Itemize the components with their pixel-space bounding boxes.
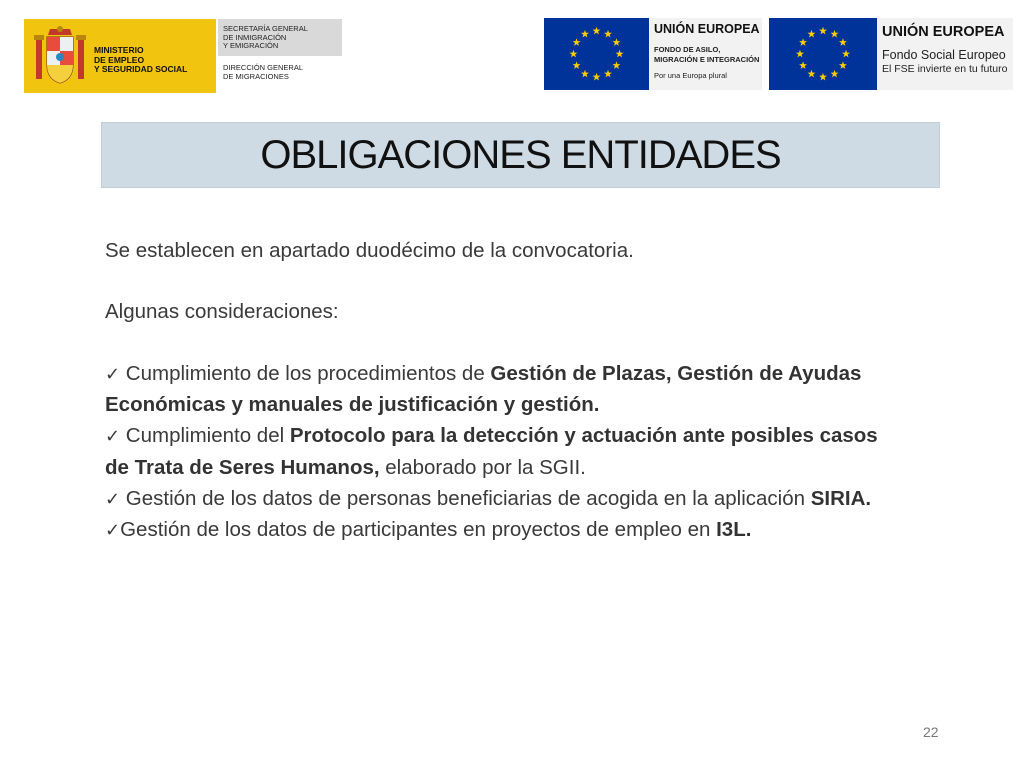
eu-fami-motto: Por una Europa plural	[654, 71, 727, 80]
eu-fse-title: UNIÓN EUROPEA	[882, 24, 1005, 40]
checkmark-icon: ✓	[105, 363, 121, 385]
checkmark-icon: ✓	[105, 426, 121, 448]
eu-star	[569, 50, 577, 58]
eu-stars	[544, 18, 649, 90]
secretaria-text: SECRETARÍA GENERAL DE INMIGRACIÓN Y EMIGRACIÓN	[223, 24, 308, 50]
item-text: Cumplimiento del	[120, 424, 290, 448]
eu-star	[593, 73, 601, 81]
coat-of-arms-icon	[32, 25, 88, 87]
eu-star	[807, 70, 815, 78]
eu-flag-icon	[769, 18, 877, 90]
ministerio-name: MINISTERIO DE EMPLEO Y SEGURIDAD SOCIAL	[94, 45, 188, 74]
eu-star	[581, 30, 589, 38]
list-item	[105, 359, 905, 421]
eu-fami-logo	[544, 18, 762, 90]
eu-star	[819, 27, 827, 35]
eu-star	[573, 38, 581, 46]
title-banner	[101, 122, 940, 188]
eu-star	[612, 61, 620, 69]
eu-star	[819, 73, 827, 81]
item-text: Gestión de los datos de personas beneficiarias de acogida en la aplicación	[120, 486, 811, 510]
eu-star	[616, 50, 624, 58]
eu-fami-title: UNIÓN EUROPEA	[654, 22, 760, 36]
list-item	[105, 421, 905, 483]
intro-text: Se establecen en apartado duodécimo de la convocatoria.	[105, 239, 634, 262]
eu-stars	[769, 18, 877, 90]
page-title: OBLIGACIONES ENTIDADES	[260, 132, 781, 177]
eu-star	[796, 50, 804, 58]
eu-star	[799, 38, 807, 46]
eu-star	[593, 27, 601, 35]
checkmark-icon: ✓	[105, 488, 121, 510]
eu-star	[612, 38, 620, 46]
eu-star	[842, 50, 850, 58]
eu-star	[581, 70, 589, 78]
eu-star	[839, 38, 847, 46]
item-text-after: elaborado por la SGII.	[379, 455, 586, 479]
item-bold-text: Protocolo para la detección y actuación ante posibles casos de Trata de Seres Humanos,	[105, 424, 878, 479]
item-bold-text: Gestión de Plazas, Gestión de Ayudas Económicas y manuales de justificación y gestión.	[105, 361, 862, 417]
eu-fami-subtitle: FONDO DE ASILO, MIGRACIÓN E INTEGRACIÓN	[654, 45, 760, 64]
page-number: 22	[923, 724, 939, 740]
eu-star	[831, 70, 839, 78]
eu-fse-logo	[769, 18, 1013, 90]
secretaria-block	[218, 19, 342, 93]
eu-star	[604, 30, 612, 38]
eu-star	[799, 61, 807, 69]
eu-fse-motto: El FSE invierte en tu futuro	[882, 63, 1008, 75]
item-bold-text: I3L.	[716, 518, 752, 542]
considerations-label: Algunas consideraciones:	[105, 300, 339, 324]
list-item	[105, 515, 905, 547]
item-text: Cumplimiento de los procedimientos de	[120, 361, 491, 385]
item-bold-text: SIRIA.	[810, 486, 872, 510]
direccion-text: DIRECCIÓN GENERAL DE MIGRACIONES	[223, 63, 304, 81]
eu-star	[831, 30, 839, 38]
eu-star	[839, 61, 847, 69]
item-text: Gestión de los datos de participantes en proyectos de empleo en	[120, 518, 717, 542]
eu-star	[807, 30, 815, 38]
checkmark-icon: ✓	[105, 520, 121, 542]
slide-content	[105, 236, 905, 547]
eu-star	[573, 61, 581, 69]
eu-fse-subtitle: Fondo Social Europeo	[882, 48, 1006, 62]
eu-star	[604, 70, 612, 78]
ministerio-logo	[24, 19, 216, 93]
eu-flag-icon	[544, 18, 649, 90]
list-item	[105, 484, 905, 516]
